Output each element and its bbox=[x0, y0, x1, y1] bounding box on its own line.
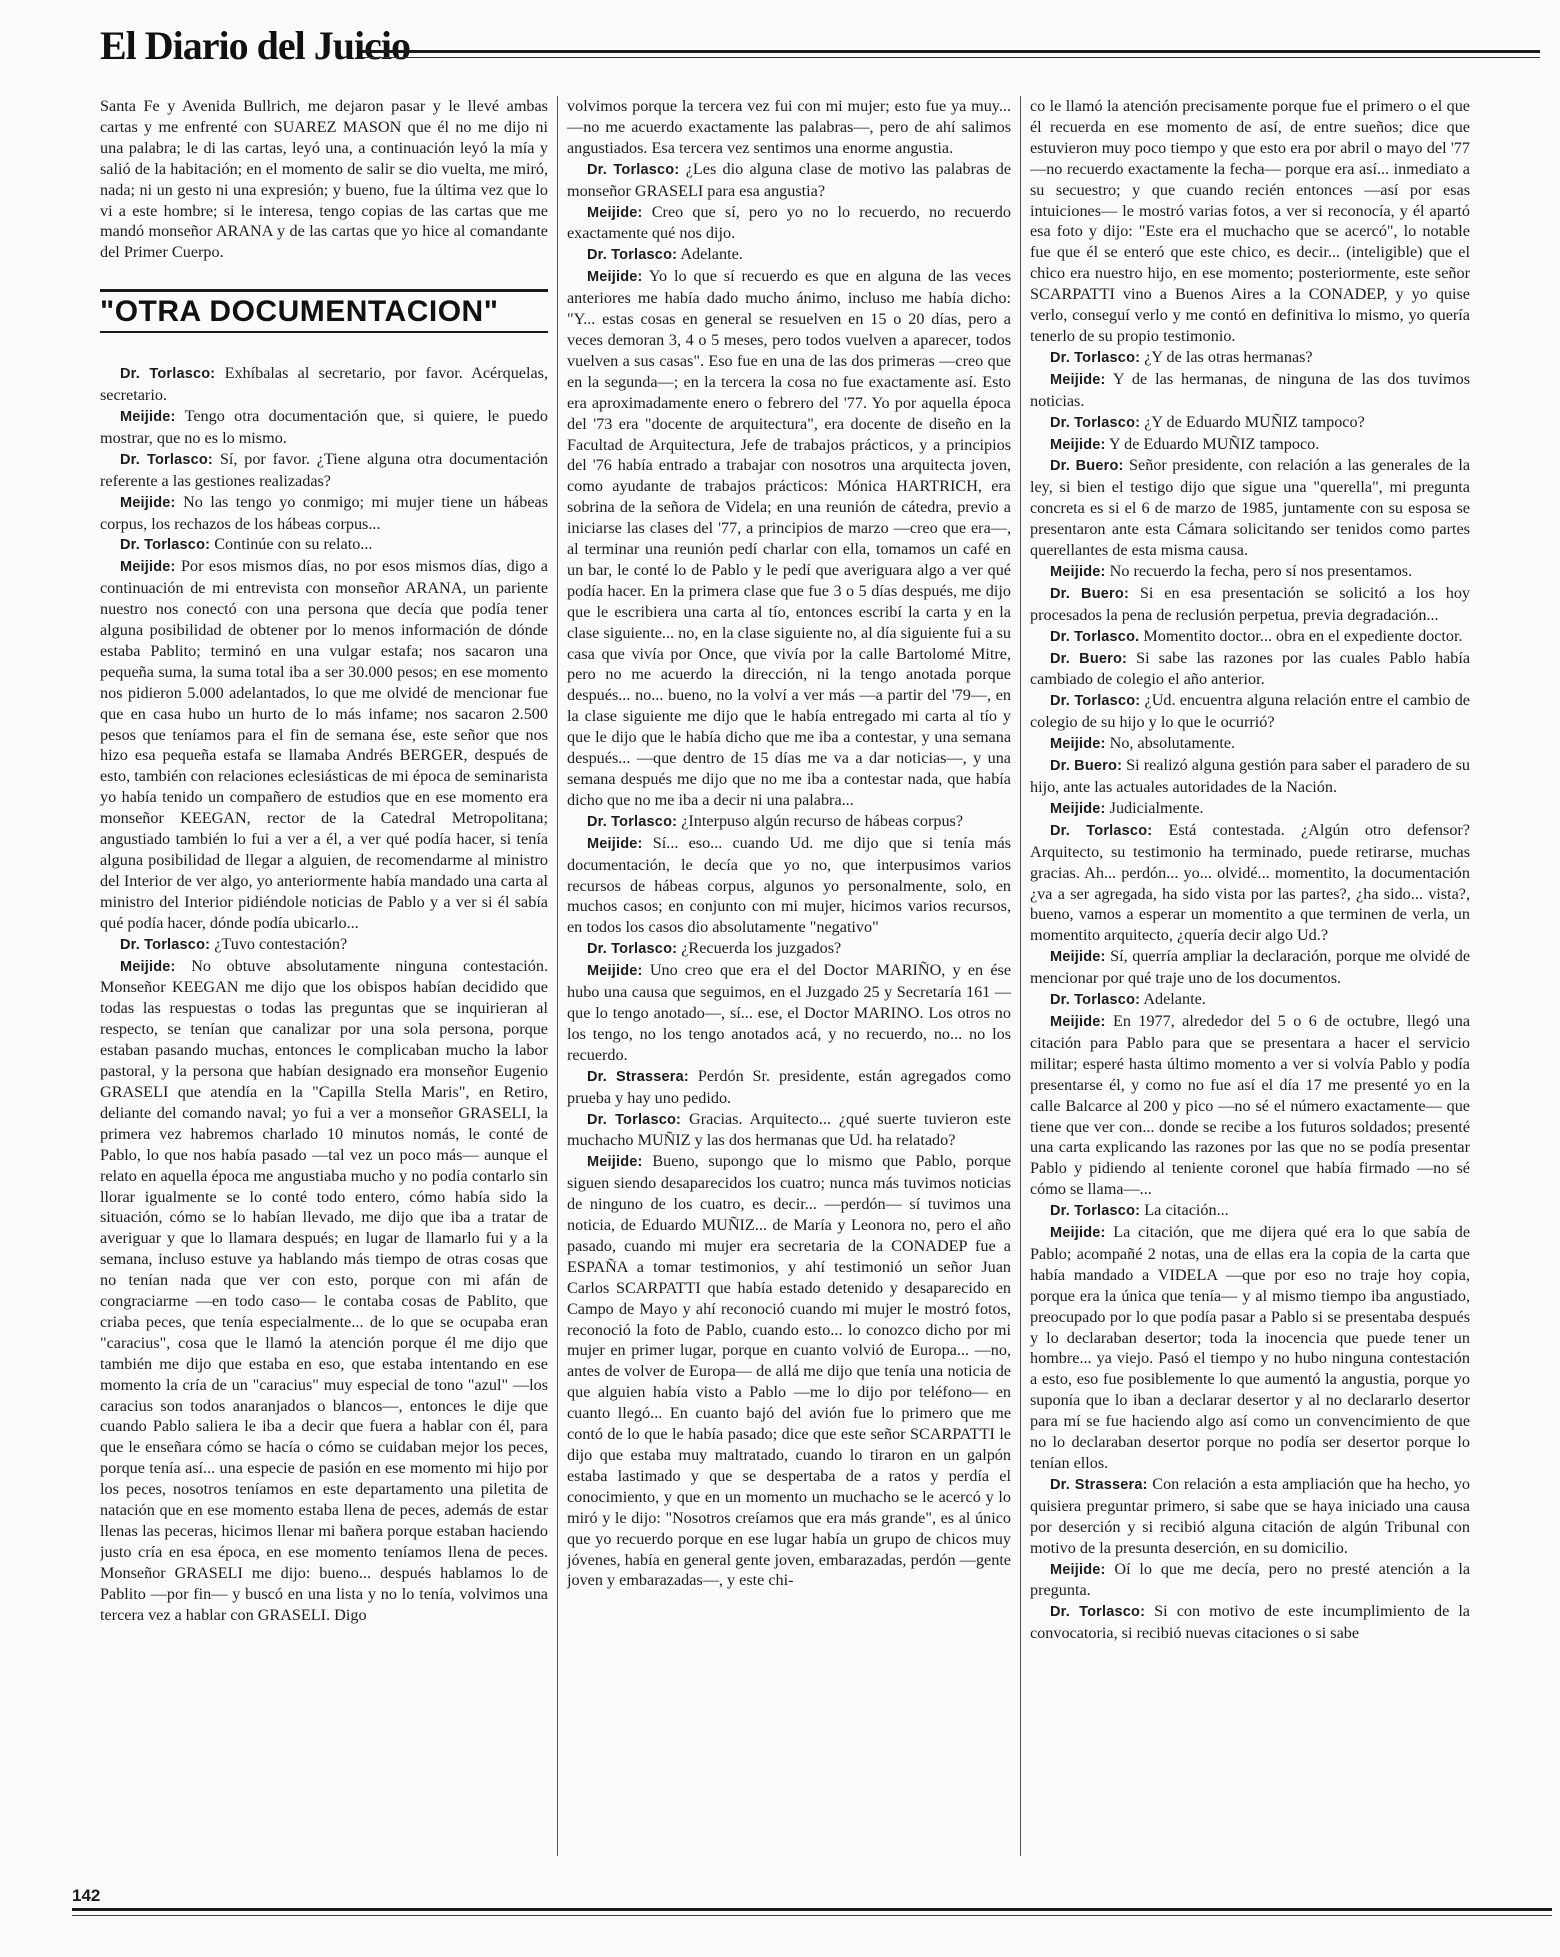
paragraph-text: Judicialmente. bbox=[1109, 798, 1204, 817]
footer-rule-thin bbox=[72, 1915, 1552, 1916]
dialogue-paragraph bbox=[1030, 1601, 1470, 1644]
paragraph-text: ¿Ud. encuentra alguna relación entre el cambio de colegio de su hijo y lo que le ocurrió? bbox=[1030, 691, 1470, 732]
paragraph-text: No, absolutamente. bbox=[1109, 734, 1236, 753]
dialogue-paragraph bbox=[1030, 626, 1470, 648]
paragraph-text: Yo lo que sí recuerdo es que en alguna de las veces anteriores me había dado mucho ánimo, incluso me había dicho: "Y... estas cosas en general se resuelven en 15 o 20 días, pero a veces demoran 3, 4 o 5 meses, pero todos vuelven a aparecer, todos vuelven a sus casas". Eso fue en una de las dos primeras —creo que en la segunda—; en la tercera la cosa no fue exactamente así. Esto era aproximadamente enero o febrero del '77. Yo por aquella época del '73 era "docente de arquitectura", era docente de diseño en la Facultad de Arquitectura, Jefe de trabajos prácticos, y a principios del '76 había entrado a trabajar con nosotros una arquitecta joven, como ayudante de trabajos prácticos: Mónica HARTRICH, era sobrina de la señora de Videla; en una reunión de cátedra, previo a iniciarse las clases del '77, a principios de marzo —creo que era—, al terminar una reunión pedí charlar con ella, tomamos un café en un bar, le conté lo de Pablo y le pedí que averiguara algo a ver qué podía hacer. En la primera clase que fue 3 o 5 días después, me dijo que le escribiera una carta al tío, entonces escribí la carta y en la clase siguiente... no, en la clase siguiente no, al día siguiente fui a su casa que vivía por Once, que vivía por la calle Bartolomé Mitre, pero no me acuerdo la dirección, ni la tengo anotada porque después... no... bueno, no la volví a ver más —a partir del '79—, en la clase siguiente me dijo que le había entregado mi carta al tío y que le dijo que le había dicho que me iba a contestar, y una semana después... —que dentro de 15 días me va a dar noticias—, y una semana después me dijo que no me iba a contestar nada, que había dicho que no me iba a decir ni una palabra... bbox=[567, 267, 1011, 809]
text-column-3 bbox=[1030, 96, 1470, 1856]
dialogue-paragraph bbox=[1030, 412, 1470, 434]
paragraph-text: Está contestada. ¿Algún otro defensor? Arquitecto, su testimonio ha terminado, puede retirarse, muchas gracias. Ah... perdón... yo... olvidé... momentito, la documentación ¿va a ser agregada, ha sido vista por las partes?, ¿ha sido... vista?, bueno, vamos a esperar un momentito a que terminen de verla, un momentito arquitecto, ¿quería decir algo Ud.? bbox=[1030, 820, 1470, 945]
speaker-name: Meijide: bbox=[587, 835, 643, 852]
paragraph-text: Si en esa presentación se solicitó a los hoy procesados la pena de reclusión perpetua, previa degradación... bbox=[1030, 583, 1470, 624]
dialogue-paragraph bbox=[100, 534, 548, 556]
speaker-name: Meijide: bbox=[587, 1154, 643, 1171]
speaker-name: Meijide: bbox=[587, 963, 643, 980]
speaker-name: Dr. Torlasco: bbox=[587, 813, 678, 830]
speaker-name: Meijide: bbox=[1050, 436, 1106, 453]
speaker-name: Dr. Torlasco: bbox=[1050, 349, 1141, 366]
paragraph-text: ¿Tuvo contestación? bbox=[214, 934, 348, 953]
paragraph-text: ¿Interpuso algún recurso de hábeas corpus? bbox=[681, 811, 964, 830]
speaker-name: Dr. Buero: bbox=[1050, 758, 1123, 775]
dialogue-paragraph bbox=[567, 938, 1011, 960]
speaker-name: Dr. Torlasco: bbox=[120, 366, 216, 383]
dialogue-paragraph bbox=[100, 449, 548, 492]
paragraph-text: ¿Les dio alguna clase de motivo las palabras de monseñor GRASELI para esa angustia? bbox=[567, 159, 1011, 200]
dialogue-paragraph bbox=[1030, 434, 1470, 456]
paragraph-text: ¿Recuerda los juzgados? bbox=[681, 939, 842, 958]
paragraph-text: Adelante. bbox=[680, 245, 743, 264]
footer-rule bbox=[72, 1908, 1552, 1911]
speaker-name: Dr. Torlasco: bbox=[1050, 1203, 1141, 1220]
column-divider bbox=[557, 96, 558, 1856]
dialogue-paragraph bbox=[1030, 1011, 1470, 1200]
speaker-name: Meijide: bbox=[1050, 1013, 1106, 1030]
dialogue-paragraph bbox=[567, 202, 1011, 245]
paragraph-text: No obtuve absolutamente ninguna contestación. Monseñor KEEGAN me dijo que los obispos habían decidido que todas las respuestas o todas las preguntas que se inquirieran al respecto, se tenían que canalizar por una sola persona, porque estaban pasando muchas, entonces le complicaban mucho la labor pastoral, y la persona que habían designado era monseñor Eugenio GRASELI que atendía en la "Capilla Stella Maris", en Retiro, deliante del comando naval; yo fui a ver a monseñor GRASELI, la primera vez habremos charlado 10 minutos nomás, le conté de Pablo, lo que nos había pasado —tal vez un poco más— aunque el relato en aquella época me angustiaba mucho y no podía contarlo sin llorar igualmente se lo conté todo entero, cómo había sido la situación, cómo se lo habían llevado, me dijo que iba a tratar de averiguar y que lo llamara después; en lugar de llamarlo fui y a la semana, incluso estuve ya hablando más tiempo de otras cosas que no tenían nada que ver con esto, porque con mi afán de congraciarme —en todo caso— le contaba cosas de Pablito, que criaba peces, que tenía especialmente... de lo que se ocupaba eran "caracius", cosa que le llamó la atención porque él me dijo que también me dijo que estaba en eso, que estaba intentando en ese momento la cría de un "caracius" muy especial de tono "azul" —los caracius son todos anaranjados o blancos—, entonces le dije que cuando Pablo saliera le iba a decir que fuera a hablar con él, para que le enseñara cómo se hacía o cómo se cuidaban mejor los peces, porque tenía así... una especie de pasión en ese momento mi hijo por los peces, nosotros teníamos en este departamento una piletita de natación que en ese momento estaba llena de peces, además de estar llenas las peceras, hicimos llenar mi bañera porque estaban haciendo justo cría en esa época, en ese momento teníamos llena de peces. Monseñor GRASELI me dijo: bueno... después hablamos lo de Pablito —por fin— y buscó en una lista y no lo tenía, volvimos una tercera vez a hablar con GRASELI. Digo bbox=[100, 956, 548, 1624]
masthead bbox=[100, 22, 1540, 76]
speaker-name: Meijide: bbox=[1050, 736, 1106, 753]
paragraph-text: volvimos porque la tercera vez fui con mi mujer; esto fue ya muy... —no me acuerdo exactamente las palabras—, pero de ahí salimos angustiados. Esa tercera vez sentimos una enorme angustia. bbox=[567, 97, 1011, 157]
dialogue-paragraph bbox=[1030, 648, 1470, 691]
paragraph-text: Bueno, supongo que lo mismo que Pablo, porque siguen siendo desaparecidos los cuatro; nunca más tuvimos noticias de ninguno de los cuatro, es decir... —perdón— sí tuvimos una noticia, de Eduardo MUÑIZ... de María y Leonora no, pero el año pasado, cuando mi mujer era secretaria de la CONADEP fue a ESPAÑA a tomar testimonios, y ahí testimonió un señor Juan Carlos SCARPATTI que había estado detenido y desaparecido en Campo de Mayo y ahí reconoció cuando mi mujer le mostró fotos, reconoció la foto de Pablo, cuando esto... lo conozco dicho por mi mujer en primer lugar, porque en cuanto volvió de Europa... —no, antes de volver de Europa— de allá me dijo que tenía una noticia de que alguien había visto a Pablo —me lo dijo por teléfono— en cuanto llegó... En cuanto bajó del avión fue lo primero que me contó de lo que le había pasado; dice que este señor SCARPATTI le dijo que estaba muy maltratado, cuando lo tiraron en un galpón estaba lastimado y que se despertaba de a ratos y perdía el conocimiento, y que en un momento un muchacho se le acercó y lo miró y le dijo: "Nosotros creíamos que era más grande", es al único que yo recuerdo porque en ese lugar había un grupo de chicos muy jóvenes, había en general gente joven, embarazadas, perdón —gente joven y embarazadas—, y este chi- bbox=[567, 1152, 1011, 1590]
dialogue-paragraph bbox=[100, 492, 548, 535]
paragraph-text: Exhíbalas al secretario, por favor. Acérquelas, secretario. bbox=[100, 364, 548, 405]
paragraph-text: Y de las hermanas, de ninguna de las dos tuvimos noticias. bbox=[1030, 369, 1470, 410]
masthead-rule bbox=[362, 50, 1540, 53]
dialogue-paragraph bbox=[100, 934, 548, 956]
paragraph-text: Si sabe las razones por las cuales Pablo había cambiado de colegio el año anterior. bbox=[1030, 648, 1470, 689]
speaker-name: Meijide: bbox=[1050, 800, 1106, 817]
paragraph-text: Gracias. Arquitecto... ¿qué suerte tuvieron este muchacho MUÑIZ y las dos hermanas que Ud. ha relatado? bbox=[567, 1109, 1011, 1150]
paragraph-text: La citación, que me dijera qué era lo que sabía de Pablo; acompañé 2 notas, una de ellas era la copia de la carta que había mandado a VIDELA —que por eso no traje hoy copia, porque era la única que tenía— y al mismo tiempo iba angustiado, preocupado por lo que podía pasar a Pablo si se presentaba después y lo declaraban desertor; toda la inocencia que puede tener un hombre... ya viejo. Pasó el tiempo y no hubo ninguna contestación a esto, eso fue posiblemente lo que aumentó la angustia, porque yo suponía que lo iban a declarar desertor y al no declararlo desertor para mí se fue haciendo algo así como un convencimiento de que no lo declaraban desertor porque no podía ser desertor porque lo tenían ellos. bbox=[1030, 1223, 1470, 1472]
page-number: 142 bbox=[72, 1886, 101, 1905]
speaker-name: Dr. Torlasco. bbox=[1050, 628, 1140, 645]
dialogue-paragraph bbox=[1030, 1200, 1470, 1222]
paragraph bbox=[567, 96, 1011, 159]
speaker-name: Meijide: bbox=[120, 559, 176, 576]
speaker-name: Meijide: bbox=[1050, 1225, 1106, 1242]
paragraph-text: Oí lo que me decía, pero no presté atención a la pregunta. bbox=[1030, 1559, 1470, 1600]
dialogue-paragraph bbox=[567, 1066, 1011, 1109]
dialogue-paragraph bbox=[100, 406, 548, 449]
text-column-2 bbox=[567, 96, 1011, 1856]
dialogue-paragraph bbox=[100, 956, 548, 1626]
speaker-name: Dr. Torlasco: bbox=[120, 537, 211, 554]
speaker-name: Dr. Torlasco: bbox=[1050, 1604, 1146, 1621]
publication-title: El Diario del Juicio bbox=[100, 23, 410, 68]
speaker-name: Dr. Torlasco: bbox=[1050, 992, 1141, 1009]
dialogue-paragraph bbox=[1030, 755, 1470, 798]
dialogue-paragraph bbox=[567, 1151, 1011, 1591]
paragraph-text: Con relación a esta ampliación que ha hecho, yo quisiera preguntar primero, si sabe que se haya iniciado una causa por deserción y si recibió alguna citación de algún Tribunal con motivo de la presunta deserción, en su domicilio. bbox=[1030, 1474, 1470, 1557]
dialogue-paragraph bbox=[100, 556, 548, 933]
speaker-name: Dr. Buero: bbox=[1050, 650, 1128, 667]
dialogue-paragraph bbox=[567, 244, 1011, 266]
paragraph-text: No las tengo yo conmigo; mi mujer tiene un hábeas corpus, los rechazos de los hábeas corpus... bbox=[100, 492, 548, 533]
paragraph-text: Y de Eduardo MUÑIZ tampoco. bbox=[1109, 434, 1320, 453]
speaker-name: Dr. Buero: bbox=[1050, 458, 1124, 475]
dialogue-paragraph bbox=[1030, 989, 1470, 1011]
dialogue-paragraph bbox=[1030, 820, 1470, 946]
dialogue-paragraph bbox=[1030, 455, 1470, 561]
dialogue-paragraph bbox=[567, 159, 1011, 202]
dialogue-paragraph bbox=[567, 1109, 1011, 1152]
speaker-name: Meijide: bbox=[120, 408, 176, 425]
dialogue-paragraph bbox=[1030, 347, 1470, 369]
paragraph-text: Santa Fe y Avenida Bullrich, me dejaron pasar y le llevé ambas cartas y me enfrenté con SUAREZ MASON que él no me dijo ni una palabra; le di las cartas, leyó una, a continuación leyó la mía y salió de la habitación; en el momento de salir se dio vuelta, me miró, nada; ni un gesto ni una expresión; y bueno, fue la última vez que lo vi a este hombre; si le interesa, tengo copias de las cartas que me mandó monseñor ARANA y de las cartas que yo hice al comandante del Primer Cuerpo. bbox=[100, 97, 548, 262]
paragraph bbox=[1030, 96, 1470, 347]
page-footer bbox=[72, 1886, 1552, 1926]
text-column-1 bbox=[100, 96, 548, 1856]
dialogue-paragraph bbox=[1030, 690, 1470, 733]
dialogue-paragraph bbox=[567, 833, 1011, 939]
speaker-name: Dr. Torlasco: bbox=[120, 451, 213, 468]
paragraph-text: Creo que sí, pero yo no lo recuerdo, no recuerdo exactamente qué nos dijo. bbox=[567, 202, 1011, 243]
dialogue-paragraph bbox=[567, 960, 1011, 1066]
speaker-name: Dr. Strassera: bbox=[587, 1068, 689, 1085]
speaker-name: Dr. Torlasco: bbox=[1050, 414, 1141, 431]
speaker-name: Dr. Buero: bbox=[1050, 585, 1129, 602]
speaker-name: Dr. Torlasco: bbox=[587, 161, 680, 178]
speaker-name: Dr. Strassera: bbox=[1050, 1476, 1148, 1493]
dialogue-paragraph bbox=[1030, 946, 1470, 989]
paragraph-text: No recuerdo la fecha, pero sí nos presentamos. bbox=[1109, 561, 1413, 580]
paragraph-text: La citación... bbox=[1144, 1201, 1229, 1220]
paragraph-text: Perdón Sr. presidente, están agregados como prueba y hay uno pedido. bbox=[567, 1066, 1011, 1107]
dialogue-paragraph bbox=[567, 811, 1011, 833]
speaker-name: Dr. Torlasco: bbox=[1050, 822, 1153, 839]
speaker-name: Meijide: bbox=[1050, 1561, 1106, 1578]
paragraph-text: Continúe con su relato... bbox=[214, 535, 373, 554]
section-heading: "OTRA DOCUMENTACION" bbox=[100, 289, 548, 333]
paragraph-text: Si realizó alguna gestión para saber el paradero de su hijo, ante las actuales autoridades de la Nación. bbox=[1030, 756, 1470, 796]
dialogue-paragraph bbox=[1030, 369, 1470, 412]
paragraph-text: Adelante. bbox=[1143, 990, 1206, 1009]
paragraph-text: Sí... eso... cuando Ud. me dijo que si tenía más documentación, le decía que yo no, que interpusimos varios recursos de hábeas corpus, algunos yo personalmente, solo, en muchos casos; en conjunto con mi mujer, hicimos varios recursos, en todos los casos dio absolutamente "negativo" bbox=[567, 833, 1011, 937]
masthead-rule-thin bbox=[362, 57, 1540, 58]
speaker-name: Meijide: bbox=[1050, 563, 1106, 580]
speaker-name: Meijide: bbox=[587, 269, 643, 286]
paragraph-text: ¿Y de las otras hermanas? bbox=[1144, 347, 1313, 366]
paragraph-text: Tengo otra documentación que, si quiere, le puedo mostrar, que no es lo mismo. bbox=[100, 406, 548, 447]
speaker-name: Dr. Torlasco: bbox=[587, 247, 678, 264]
paragraph-text: ¿Y de Eduardo MUÑIZ tampoco? bbox=[1144, 412, 1365, 431]
paragraph bbox=[100, 96, 548, 263]
paragraph-text: Señor presidente, con relación a las generales de la ley, si bien el testigo dijo que sigue una "querella", mi pregunta concreta es si el 6 de marzo de 1985, juntamente con su esposa se presentaron ante esta Cámara solicitando ser tenidos como partes querellantes de esta misma causa. bbox=[1030, 456, 1470, 560]
paragraph-text: En 1977, alrededor del 5 o 6 de octubre, llegó una citación para Pablo para que se presentara a hacer el servicio militar; esperé hasta último momento a ver si volvía Pablo y podía presentarse él, y como no fue así el día 17 me presenté yo en la calle Balcarce al 200 y pico —no sé el número exactamente— que tiene que ver con... donde se recibe a los futuros soldados; presenté una carta explicando las razones por las que no se podía presentar Pablo y pidiendo al teniente coronel que había firmado —no sé cómo se llama—... bbox=[1030, 1011, 1470, 1199]
speaker-name: Meijide: bbox=[1050, 371, 1106, 388]
speaker-name: Dr. Torlasco: bbox=[587, 1111, 682, 1128]
speaker-name: Dr. Torlasco: bbox=[587, 941, 678, 958]
speaker-name: Dr. Torlasco: bbox=[120, 936, 211, 953]
paragraph-text: Sí, querría ampliar la declaración, porque me olvidé de mencionar por qué traje uno de los documentos. bbox=[1030, 947, 1470, 988]
dialogue-paragraph bbox=[1030, 798, 1470, 820]
dialogue-paragraph bbox=[1030, 583, 1470, 626]
paragraph-text: Uno creo que era el del Doctor MARIÑO, y en ése hubo una causa que seguimos, en el Juzgado 25 y Secretaría 161 —que lo tengo anotado—, sí... ese, el Doctor MARINO. Los otros no los tengo, no los tengo anotados acá, y no recuerdo, no... no los recuerdo. bbox=[567, 961, 1011, 1064]
column-divider bbox=[1020, 96, 1021, 1856]
speaker-name: Meijide: bbox=[120, 494, 176, 511]
paragraph-text: Si con motivo de este incumplimiento de la convocatoria, si recibió nuevas citaciones o si sabe bbox=[1030, 1602, 1470, 1643]
dialogue-paragraph bbox=[1030, 1474, 1470, 1559]
dialogue-paragraph bbox=[1030, 561, 1470, 583]
speaker-name: Meijide: bbox=[587, 204, 643, 221]
speaker-name: Meijide: bbox=[120, 958, 176, 975]
speaker-name: Meijide: bbox=[1050, 949, 1106, 966]
paragraph-text: co le llamó la atención precisamente porque fue el primero o el que él recuerda en ese momento de así, de entre sueños; dice que estuvieron muy poco tiempo y que esto era por abril o mayo del '77 —no recuerdo exactamente la fecha— porque era así... inmediato a su secuestro; y que cuando recién entonces —así por esas intuiciones— le mostró varias fotos, a ver si reconocía, y él apartó esa foto y dijo: "Este era el muchacho que se acercó", lo notable fue que él se enteró que este chico, es decir... (inteligible) que el chico era nuestro hijo, en ese momento; posteriormente, este señor SCARPATTI vino a Buenos Aires a la CONADEP, y yo quise verlo, conseguí verlo y me contó en definitiva lo mismo, yo quería tenerlo de su propio testimonio. bbox=[1030, 97, 1470, 345]
paragraph-text: Sí, por favor. ¿Tiene alguna otra documentación referente a las gestiones realizadas? bbox=[100, 449, 548, 490]
paragraph-text: Por esos mismos días, no por esos mismos días, digo a continuación de mi entrevista con monseñor ARANA, un pariente nuestro nos conectó con una persona que decía que podía tener alguna posibilidad de obtener por lo menos información de dónde estaba Pablito; terminó en una vulgar estafa; nos sacaron una pequeña suma, la suma total iba a ser 30.000 pesos; en ese momento nos pidieron 5.000 adelantados, lo que me olvidé de mencionar fue que en casa hubo un hurto de lo más infame; nos sacaron 2.500 pesos que teníamos para el fin de semana ése, este señor que nos hizo esa pequeña estafa se llamaba Andrés BERGER, después de esto, también con relaciones eclesiásticas de mi época de seminarista yo había tenido un compañero de estudios que en ese momento era monseñor KEEGAN, rector de la Catedral Metropolitana; angustiado también lo fui a ver a él, a ver qué podía hacer, si tenía alguna posibilidad de llegar a alguien, de recomendarme al ministro del Interior de ver algo, yo anteriormente había mandado una carta al ministro del Interior pidiéndole noticias de Pablo y a ver si él sabía qué podía hacer, dónde podía ubicarlo... bbox=[100, 557, 548, 932]
dialogue-paragraph bbox=[567, 266, 1011, 811]
dialogue-paragraph bbox=[1030, 1222, 1470, 1474]
dialogue-paragraph bbox=[100, 363, 548, 406]
paragraph-text: Momentito doctor... obra en el expediente doctor. bbox=[1143, 626, 1463, 645]
dialogue-paragraph bbox=[1030, 733, 1470, 755]
dialogue-paragraph bbox=[1030, 1559, 1470, 1602]
speaker-name: Dr. Torlasco: bbox=[1050, 693, 1141, 710]
